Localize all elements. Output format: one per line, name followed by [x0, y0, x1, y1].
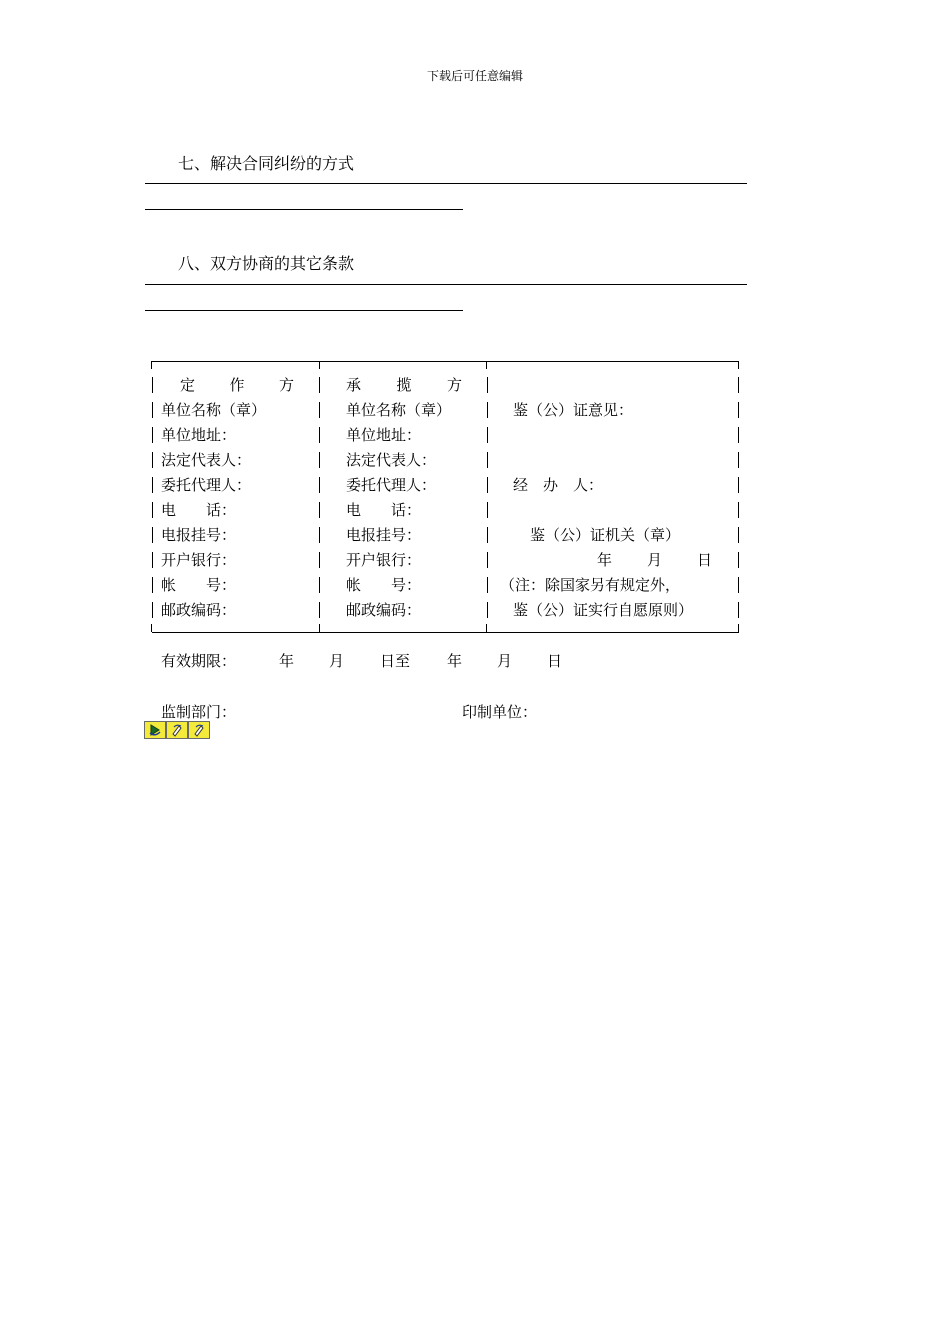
col1-postcode: 邮政编码：	[161, 601, 237, 619]
edit-icon	[192, 723, 206, 737]
col2-heading	[346, 375, 462, 395]
table-corner	[738, 361, 739, 369]
fill-line	[145, 209, 463, 210]
heading-char: 揽	[396, 376, 412, 394]
date-day: 日	[696, 551, 712, 569]
table-row-bar	[152, 552, 153, 568]
col2-postcode: 邮政编码：	[346, 601, 422, 619]
supervisor-dept: 监制部门：	[161, 703, 237, 721]
section-title-dispute: 七、解决合同纠纷的方式	[178, 154, 355, 173]
table-row-bar	[152, 452, 153, 468]
table-row-bar	[319, 477, 320, 493]
table-row-bar	[319, 552, 320, 568]
table-row-bar	[487, 577, 488, 593]
table-row-bar	[738, 477, 739, 493]
table-row-bar	[319, 502, 320, 518]
play-icon	[148, 723, 162, 737]
col1-legal-rep: 法定代表人：	[161, 451, 252, 469]
col1-account: 帐 号：	[161, 576, 237, 594]
col1-bank: 开户银行：	[161, 551, 237, 569]
table-row-bar	[738, 402, 739, 418]
table-row-bar	[319, 577, 320, 593]
table-corner	[151, 624, 152, 632]
heading-char: 作	[229, 376, 245, 394]
table-row-bar	[738, 527, 739, 543]
heading-char: 定	[180, 376, 196, 394]
table-row-bar	[487, 452, 488, 468]
edit-button[interactable]	[188, 721, 210, 739]
col2-telegraph: 电报挂号：	[346, 526, 422, 544]
col1-agent: 委托代理人：	[161, 476, 252, 494]
validity-month-start: 月	[329, 652, 345, 670]
table-row-bar	[487, 527, 488, 543]
table-row-bar	[319, 402, 320, 418]
table-row-bar	[738, 452, 739, 468]
table-corner	[738, 624, 739, 632]
table-row-bar	[152, 527, 153, 543]
col1-address: 单位地址：	[161, 426, 237, 444]
table-row-bar	[319, 452, 320, 468]
col2-phone: 电 话：	[346, 501, 422, 519]
table-corner	[486, 624, 487, 632]
col2-legal-rep: 法定代表人：	[346, 451, 437, 469]
col2-account: 帐 号：	[346, 576, 422, 594]
validity-label: 有效期限：	[161, 652, 237, 670]
validity-month-end: 月	[497, 652, 513, 670]
table-row-bar	[738, 377, 739, 393]
mini-toolbar	[144, 721, 210, 739]
col2-bank: 开户银行：	[346, 551, 422, 569]
notary-note-line1: （注：除国家另有规定外，	[500, 576, 681, 594]
table-row-bar	[319, 377, 320, 393]
col2-address: 单位地址：	[346, 426, 422, 444]
table-row-bar	[487, 502, 488, 518]
edit-button[interactable]	[166, 721, 188, 739]
fill-line	[145, 310, 463, 311]
table-row-bar	[487, 602, 488, 618]
table-row-bar	[152, 402, 153, 418]
table-row-bar	[738, 427, 739, 443]
heading-char: 承	[346, 376, 362, 394]
table-row-bar	[319, 527, 320, 543]
date-month: 月	[646, 551, 662, 569]
table-bottom-border	[152, 632, 739, 633]
table-row-bar	[152, 502, 153, 518]
table-corner	[151, 361, 152, 369]
notary-note-line2: 鉴（公）证实行自愿原则）	[513, 601, 694, 619]
col1-heading	[180, 375, 294, 395]
header-note: 下载后可任意编辑	[426, 69, 523, 83]
col2-agent: 委托代理人：	[346, 476, 437, 494]
table-row-bar	[738, 577, 739, 593]
table-corner	[319, 624, 320, 632]
table-row-bar	[738, 602, 739, 618]
table-row-bar	[738, 502, 739, 518]
heading-char: 方	[446, 376, 462, 394]
table-row-bar	[487, 427, 488, 443]
col1-unit-name: 单位名称（章）	[161, 401, 267, 419]
table-top-border	[152, 361, 739, 362]
validity-day-to: 日至	[380, 652, 411, 670]
play-button[interactable]	[144, 721, 166, 739]
validity-year-end: 年	[447, 652, 463, 670]
table-row-bar	[152, 377, 153, 393]
col2-unit-name: 单位名称（章）	[346, 401, 452, 419]
notary-office: 鉴（公）证机关（章）	[530, 526, 681, 544]
heading-char: 方	[278, 376, 294, 394]
notary-opinion: 鉴（公）证意见：	[513, 401, 634, 419]
table-row-bar	[487, 477, 488, 493]
table-row-bar	[152, 577, 153, 593]
table-row-bar	[487, 552, 488, 568]
edit-icon	[170, 723, 184, 737]
validity-year-start: 年	[279, 652, 295, 670]
fill-line	[145, 284, 747, 285]
section-title-other-terms: 八、双方协商的其它条款	[178, 254, 355, 273]
print-unit: 印制单位：	[462, 703, 538, 721]
table-row-bar	[319, 427, 320, 443]
table-row-bar	[152, 477, 153, 493]
fill-line	[145, 183, 747, 184]
table-row-bar	[487, 377, 488, 393]
table-corner	[486, 361, 487, 369]
col1-telegraph: 电报挂号：	[161, 526, 237, 544]
col1-phone: 电 话：	[161, 501, 237, 519]
table-corner	[319, 361, 320, 369]
table-row-bar	[152, 602, 153, 618]
validity-day-end: 日	[547, 652, 563, 670]
table-row-bar	[738, 552, 739, 568]
notary-date	[597, 550, 712, 570]
notary-handler: 经 办 人：	[513, 476, 604, 494]
table-row-bar	[152, 427, 153, 443]
date-year: 年	[597, 551, 613, 569]
table-row-bar	[319, 602, 320, 618]
table-row-bar	[487, 402, 488, 418]
